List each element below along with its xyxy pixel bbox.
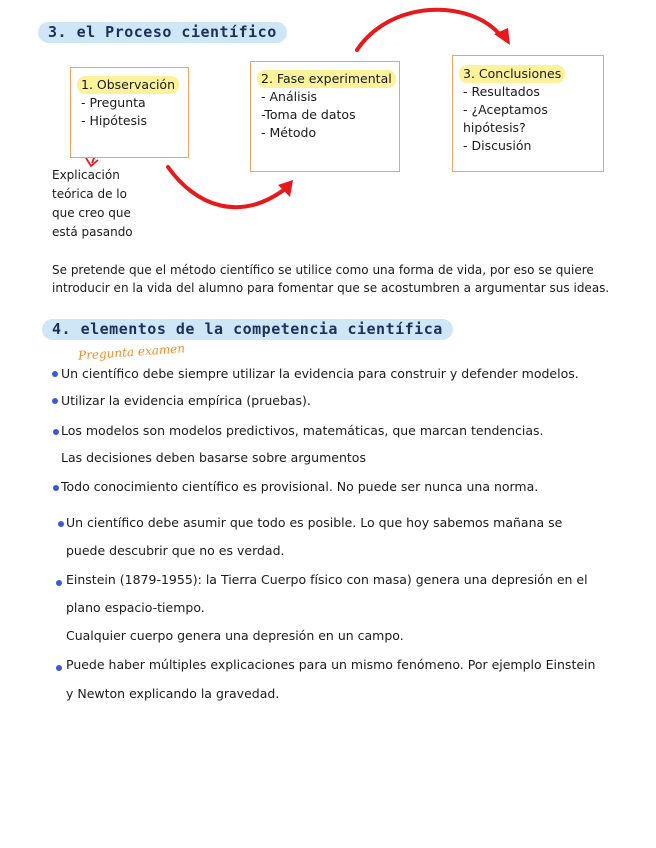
arrow-experimental-conclusiones: [357, 10, 501, 50]
bullet-line: Un científico debe asumir que todo es posible. Lo que hoy sabemos mañana se: [66, 515, 563, 530]
box-item: - ¿Aceptamos: [463, 102, 548, 117]
box-item: - Discusión: [463, 138, 532, 153]
bullet-dot: [58, 521, 64, 527]
box-item: -Toma de datos: [261, 107, 356, 122]
bullet-line: Todo conocimiento científico es provisional. No puede ser nunca una norma.: [61, 479, 539, 494]
arrow-observacion-experimental: [168, 167, 289, 207]
box-item: - Método: [261, 125, 317, 140]
fase-experimental-box: [250, 61, 400, 172]
box-item: - Resultados: [463, 84, 540, 99]
observacion-title: 1. Observación: [77, 76, 179, 94]
bullet-dot: [53, 429, 59, 435]
note-line: Explicación: [52, 168, 120, 182]
paragraph-line: introducir en la vida del alumno para fomentar que se acostumbren a argumentar sus ideas.: [52, 281, 610, 295]
box-item: hipótesis?: [463, 120, 526, 135]
box-item: - Pregunta: [81, 95, 146, 110]
bullet-line: Einstein (1879-1955): la Tierra Cuerpo físico con masa) genera una depresión en el: [66, 572, 588, 587]
bullet-dot: [53, 485, 59, 491]
conclusiones-box: [452, 55, 604, 172]
observacion-box: [70, 67, 189, 158]
bullet-dot: [56, 580, 62, 586]
section-4-heading: 4. elementos de la competencia científica: [42, 319, 453, 340]
section-3-paragraph: [52, 261, 609, 297]
fase-experimental-title: 2. Fase experimental: [257, 70, 396, 88]
note-line: que creo que: [52, 206, 131, 220]
box-item: - Hipótesis: [81, 113, 148, 128]
bullet-line: puede descubrir que no es verdad.: [66, 543, 285, 558]
box-item: - Análisis: [261, 89, 318, 104]
conclusiones-title: 3. Conclusiones: [459, 65, 565, 83]
bullet-line: plano espacio-tiempo.: [66, 600, 205, 615]
bullet-line: y Newton explicando la gravedad.: [66, 686, 280, 701]
note-line: está pasando: [52, 225, 133, 239]
hipotesis-note: [52, 166, 133, 242]
bullet-line: Los modelos son modelos predictivos, matemáticas, que marcan tendencias.: [61, 423, 544, 438]
note-line: teórica de lo: [52, 187, 127, 201]
paragraph-line: Se pretende que el método científico se utilice como una forma de vida, por eso se quiere: [52, 263, 594, 277]
bullet-line: Cualquier cuerpo genera una depresión en un campo.: [66, 628, 404, 643]
bullet-dot: [52, 398, 58, 404]
bullet-dot: [56, 665, 62, 671]
bullet-line: Un científico debe siempre utilizar la evidencia para construir y defender modelos.: [61, 366, 579, 381]
section-3-heading: 3. el Proceso científico: [38, 22, 287, 43]
exam-note: Pregunta examen: [77, 341, 186, 363]
bullet-line: Utilizar la evidencia empírica (pruebas).: [61, 393, 311, 408]
bullet-dot: [52, 371, 58, 377]
bullet-line: Las decisiones deben basarse sobre argumentos: [61, 450, 366, 465]
bullet-line: Puede haber múltiples explicaciones para un mismo fenómeno. Por ejemplo Einstein: [66, 657, 596, 672]
